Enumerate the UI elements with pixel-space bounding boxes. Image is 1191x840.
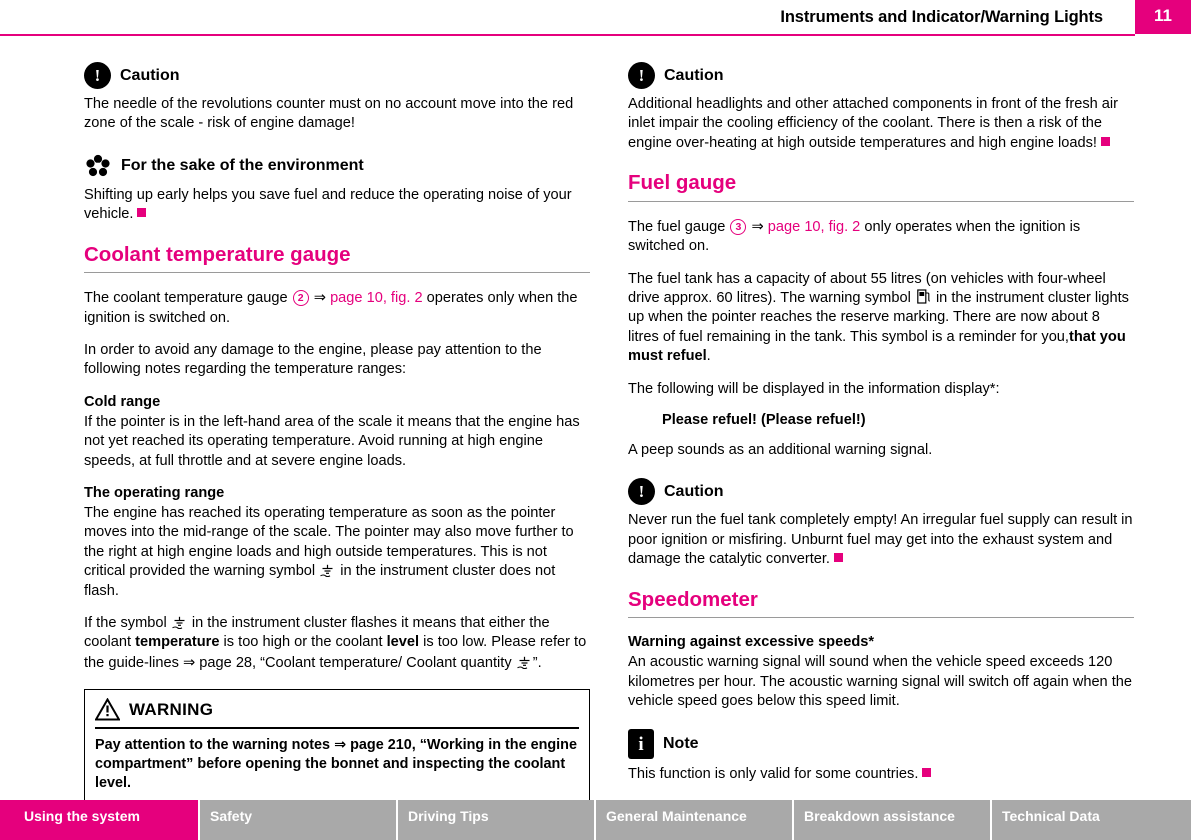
fuel-paragraph-3: The following will be displayed in the information display*: <box>628 380 1000 397</box>
arrow-glyph: ⇒ <box>334 736 347 753</box>
note-heading <box>628 729 1134 759</box>
speedometer-subheading: Warning against excessive speeds* <box>628 634 875 651</box>
note-text <box>628 765 1134 784</box>
end-of-section-marker <box>1101 137 1110 146</box>
info-note-icon: i <box>628 729 654 759</box>
fuel-p2-c: . <box>706 348 711 365</box>
coolant-temperature-symbol-icon <box>517 656 532 669</box>
page-number-badge <box>1135 0 1191 34</box>
caution-text-1: The needle of the revolutions counter must on no account move into the red zone of the scale - risk of engine damage! <box>84 96 574 132</box>
fuel-section-title: Fuel gauge <box>628 171 737 195</box>
footer-tab-label: Using the system <box>24 808 140 824</box>
coolant-p1-b: operates only when the ignition is switched on. <box>84 290 578 326</box>
warning-box-text-a: Pay attention to the warning notes <box>95 736 331 753</box>
footer-tab-technical-data[interactable] <box>992 800 1191 840</box>
page-header <box>0 0 1191 34</box>
end-of-section-marker <box>922 768 931 777</box>
coolant-section-title: Coolant temperature gauge <box>84 242 351 266</box>
fuel-paragraph-1 <box>628 217 1134 257</box>
warning-box-title: WARNING <box>129 699 214 719</box>
environment-heading <box>84 152 590 180</box>
fuel-p2-a: The fuel tank has a capacity of about 55 litres (on vehicles with four-wheel drive approx. 60 litres). The warning symbol <box>628 270 1106 307</box>
right-column <box>628 62 1134 798</box>
footer-tab-label: General Maintenance <box>606 808 747 824</box>
coolant-p3-c: is too high or the coolant <box>223 634 383 651</box>
footer-tab-label: Technical Data <box>1002 808 1100 824</box>
operating-range-text-a: The engine has reached its operating temperature as soon as the pointer moves into the mid-range of the scale. The pointer may also move further to the right at high engine loads and high outside temperatures. This is not critical provided the warning symbol <box>84 505 574 580</box>
fuel-p1-b: only operates when the ignition is switched on. <box>628 218 1081 255</box>
warning-box-divider <box>95 727 579 728</box>
header-title: Instruments and Indicator/Warning Lights <box>780 8 1103 26</box>
caution-text-3 <box>628 511 1134 569</box>
section-divider <box>628 617 1134 618</box>
coolant-p3-bold-temperature: temperature <box>135 634 220 651</box>
exclamation-circle-icon: ! <box>628 478 655 505</box>
coolant-paragraph-3 <box>84 614 590 673</box>
note-text-inner: This function is only valid for some countries. <box>628 766 919 783</box>
coolant-p3-bold-level: level <box>386 634 420 651</box>
warning-box-heading <box>95 698 579 721</box>
environment-text <box>84 186 590 225</box>
coolant-section <box>84 243 590 674</box>
fuel-p1-a: The fuel gauge <box>628 218 726 235</box>
caution-heading-2 <box>628 62 1134 89</box>
end-of-section-marker <box>137 208 146 217</box>
left-column <box>84 62 590 804</box>
cold-range-heading: Cold range <box>84 393 161 410</box>
coolant-p1-a: The coolant temperature gauge <box>84 290 288 307</box>
note-label: Note <box>663 735 699 753</box>
caution-text-3-inner: Never run the fuel tank completely empty! An irregular fuel supply can result in poor ignition or misfiring. Unburnt fuel may get into the exhaust system and damage the catalytic converter. <box>628 512 1133 568</box>
cross-reference-link[interactable]: page 10, fig. 2 <box>330 290 423 307</box>
footer-tab-breakdown-assistance[interactable] <box>794 800 992 840</box>
caution-heading-3 <box>628 478 1134 505</box>
footer-tab-label: Breakdown assistance <box>804 808 955 824</box>
section-divider <box>84 272 590 273</box>
coolant-temperature-symbol-icon <box>320 564 335 577</box>
operating-range-heading: The operating range <box>84 485 225 502</box>
coolant-p3-d: is too low. Please refer to the guide-lines <box>84 634 587 671</box>
warning-box <box>84 689 590 804</box>
environment-text-inner: Shifting up early helps you save fuel and reduce the operating noise of your vehicle. <box>84 186 572 223</box>
coolant-temperature-symbol-icon <box>172 616 187 629</box>
arrow-glyph: ⇒ <box>313 289 326 307</box>
warning-triangle-icon <box>95 698 120 721</box>
operating-range-text <box>84 504 590 601</box>
footer-tab-label: Driving Tips <box>408 808 489 824</box>
speedometer-section-title: Speedometer <box>628 587 758 611</box>
callout-number-3: 3 <box>730 219 746 235</box>
footer-tab-label: Safety <box>210 808 253 824</box>
caution-label: Caution <box>664 66 724 84</box>
caution-label: Caution <box>120 66 180 84</box>
coolant-paragraph-2: In order to avoid any damage to the engine, please pay attention to the following notes regarding the temperature ranges: <box>84 342 542 378</box>
speedometer-text: An acoustic warning signal will sound when the vehicle speed exceeds 120 kilometres per hour. The acoustic warning signal will switch off again when the vehicle speed goes below this speed limit. <box>628 654 1133 710</box>
section-divider <box>628 201 1134 202</box>
cold-range-text: If the pointer is in the left-hand area of the scale it means that the engine has not yet reached its operating temperature. Avoid running at high engine speeds, at full throttle and at severe engine loads. <box>84 413 580 469</box>
speedometer-section <box>628 588 1134 712</box>
footer-tab-using-the-system[interactable] <box>0 800 200 840</box>
warning-box-text-b: page 210, “Working in the engine compartment” before opening the bonnet and inspecting the coolant level. <box>95 736 577 791</box>
caution-text-2 <box>628 95 1134 153</box>
callout-number-2: 2 <box>293 290 309 306</box>
cross-reference-link[interactable]: page 10, fig. 2 <box>767 218 861 235</box>
fuel-paragraph-2 <box>628 270 1134 367</box>
fuel-p2-b: in the instrument cluster lights up when the pointer reaches the reserve marking. There are now about 8 litres of fuel remaining in the tank. This symbol is a reminder for you, <box>628 290 1129 345</box>
end-of-section-marker <box>834 553 843 562</box>
coolant-p3-a: If the symbol <box>84 615 167 632</box>
fuel-p2-bold: that you must refuel <box>628 328 1126 365</box>
coolant-paragraph-1 <box>84 288 590 328</box>
footer-tab-driving-tips[interactable] <box>398 800 596 840</box>
caution-heading-1 <box>84 62 590 89</box>
arrow-glyph: ⇒ <box>183 653 196 671</box>
arrow-glyph: ⇒ <box>751 217 764 235</box>
fuel-paragraph-4: A peep sounds as an additional warning signal. <box>628 442 933 459</box>
fuel-pump-symbol-icon <box>917 289 930 304</box>
coolant-p3-e: page 28, “Coolant temperature/ Coolant quantity <box>199 654 512 671</box>
exclamation-circle-icon: ! <box>84 62 111 89</box>
environment-label: For the sake of the environment <box>121 156 364 174</box>
coolant-p3-b: in the instrument cluster flashes it means that either the coolant <box>84 615 550 651</box>
footer-tab-bar <box>0 800 1191 840</box>
environment-flower-icon <box>84 152 112 180</box>
coolant-p3-f: ”. <box>532 654 542 671</box>
operating-range-text-b: in the instrument cluster does not flash. <box>84 563 556 599</box>
fuel-section <box>628 171 1134 460</box>
page-number: 11 <box>1154 6 1172 25</box>
exclamation-circle-icon: ! <box>628 62 655 89</box>
display-message: Please refuel! (Please refuel!) <box>662 412 866 429</box>
header-divider <box>0 34 1135 36</box>
caution-text-2-inner: Additional headlights and other attached components in front of the fresh air inlet impair the cooling efficiency of the coolant. There is then a risk of the engine over-heating at high outside temperatures and high engine loads! <box>628 96 1119 151</box>
warning-box-text <box>95 736 579 793</box>
footer-tab-safety[interactable] <box>200 800 398 840</box>
footer-tab-general-maintenance[interactable] <box>596 800 794 840</box>
caution-label: Caution <box>664 482 724 500</box>
